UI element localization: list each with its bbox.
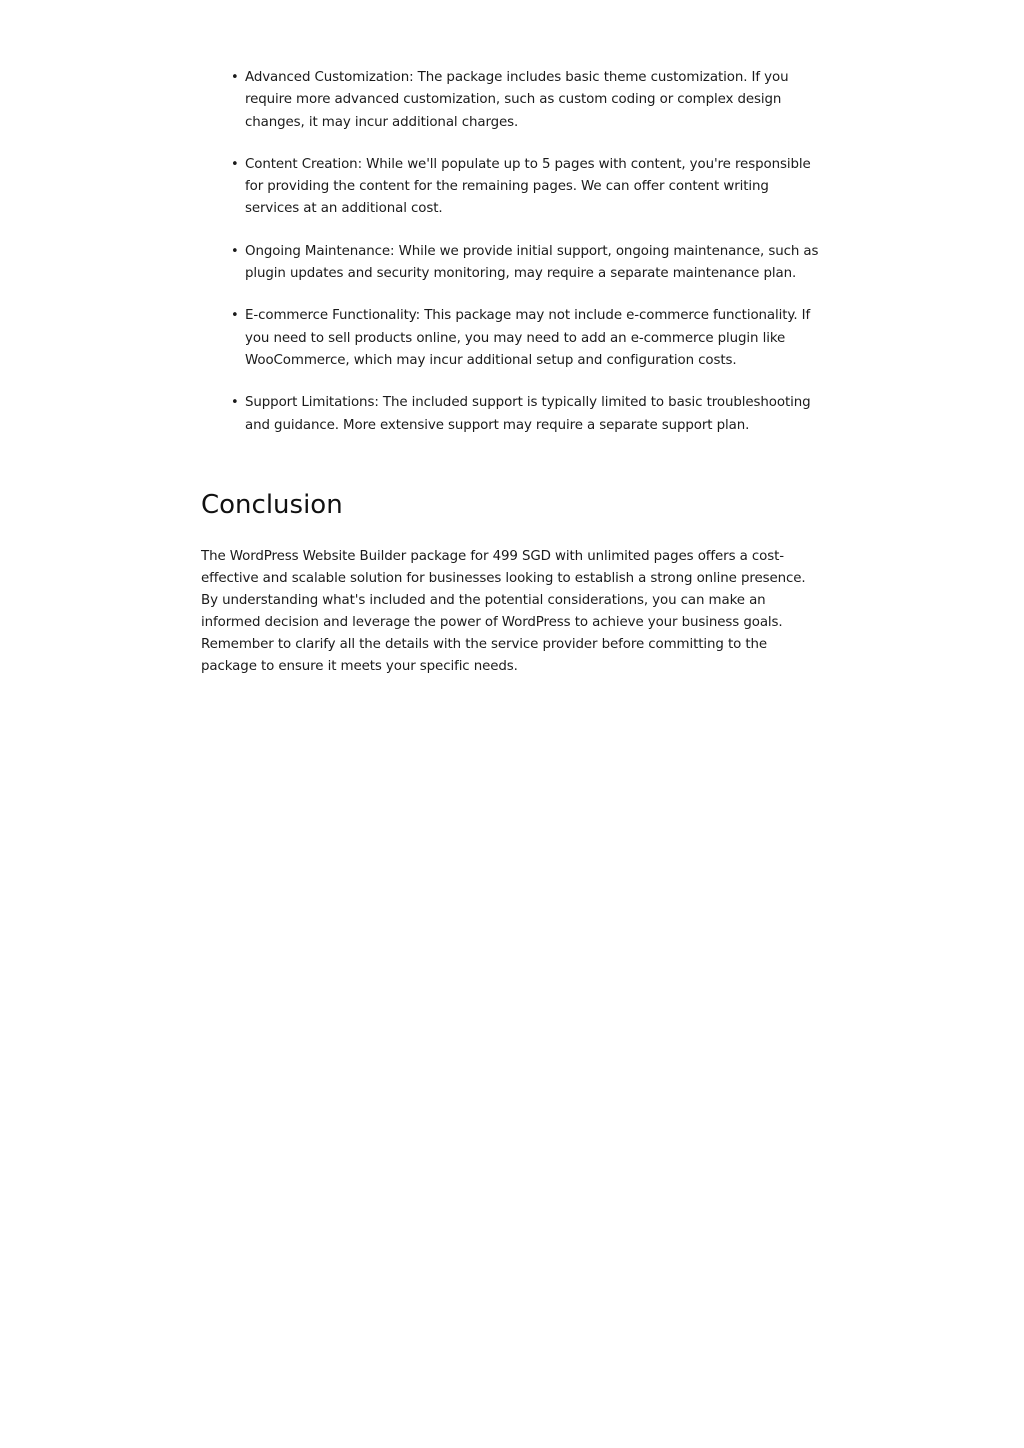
bullet-icon: •	[231, 308, 239, 324]
bullet-icon: •	[231, 243, 239, 259]
bullet-icon: •	[231, 70, 239, 85]
bullet-icon: •	[231, 395, 239, 411]
list-item-text: Content Creation: While we'll populate up to 5 pages with content, you're responsible for providing the content for the remaining pages. We can offer content writing services at an additional cost.	[245, 156, 811, 217]
conclusion-paragraph: The WordPress Website Builder package for 499 SGD with unlimited pages offers a cost-effective and scalable solution for businesses looking to establish a strong online presence. By understanding what's included and the potential considerations, you can make an informed decision and leverage the power of WordPress to achieve your business goals. Remember to clarify all the details with the service provider before committing to the package to ensure it meets your specific needs.	[201, 549, 806, 674]
list-item	[201, 67, 823, 134]
considerations-list	[201, 67, 823, 457]
list-item-text: Support Limitations: The included support is typically limited to basic troubleshooting and guidance. More extensive support may require a separate support plan.	[245, 395, 811, 433]
conclusion-heading: Conclusion	[201, 490, 343, 520]
list-item-text: Ongoing Maintenance: While we provide initial support, ongoing maintenance, such as plugin updates and security monitoring, may require a separate maintenance plan.	[245, 243, 819, 282]
list-item-text: Advanced Customization: The package includes basic theme customization. If you require more advanced customization, such as custom coding or complex design changes, it may incur additional charges.	[245, 70, 789, 130]
list-item-text: E-commerce Functionality: This package may not include e-commerce functionality. If you need to sell products online, you may need to add an e-commerce plugin like WooCommerce, which may incur additional setup and configuration costs.	[245, 308, 811, 368]
list-item	[201, 241, 823, 286]
list-item	[201, 305, 823, 372]
list-item	[201, 154, 823, 221]
bullet-icon: •	[231, 156, 239, 172]
list-item	[201, 392, 823, 437]
